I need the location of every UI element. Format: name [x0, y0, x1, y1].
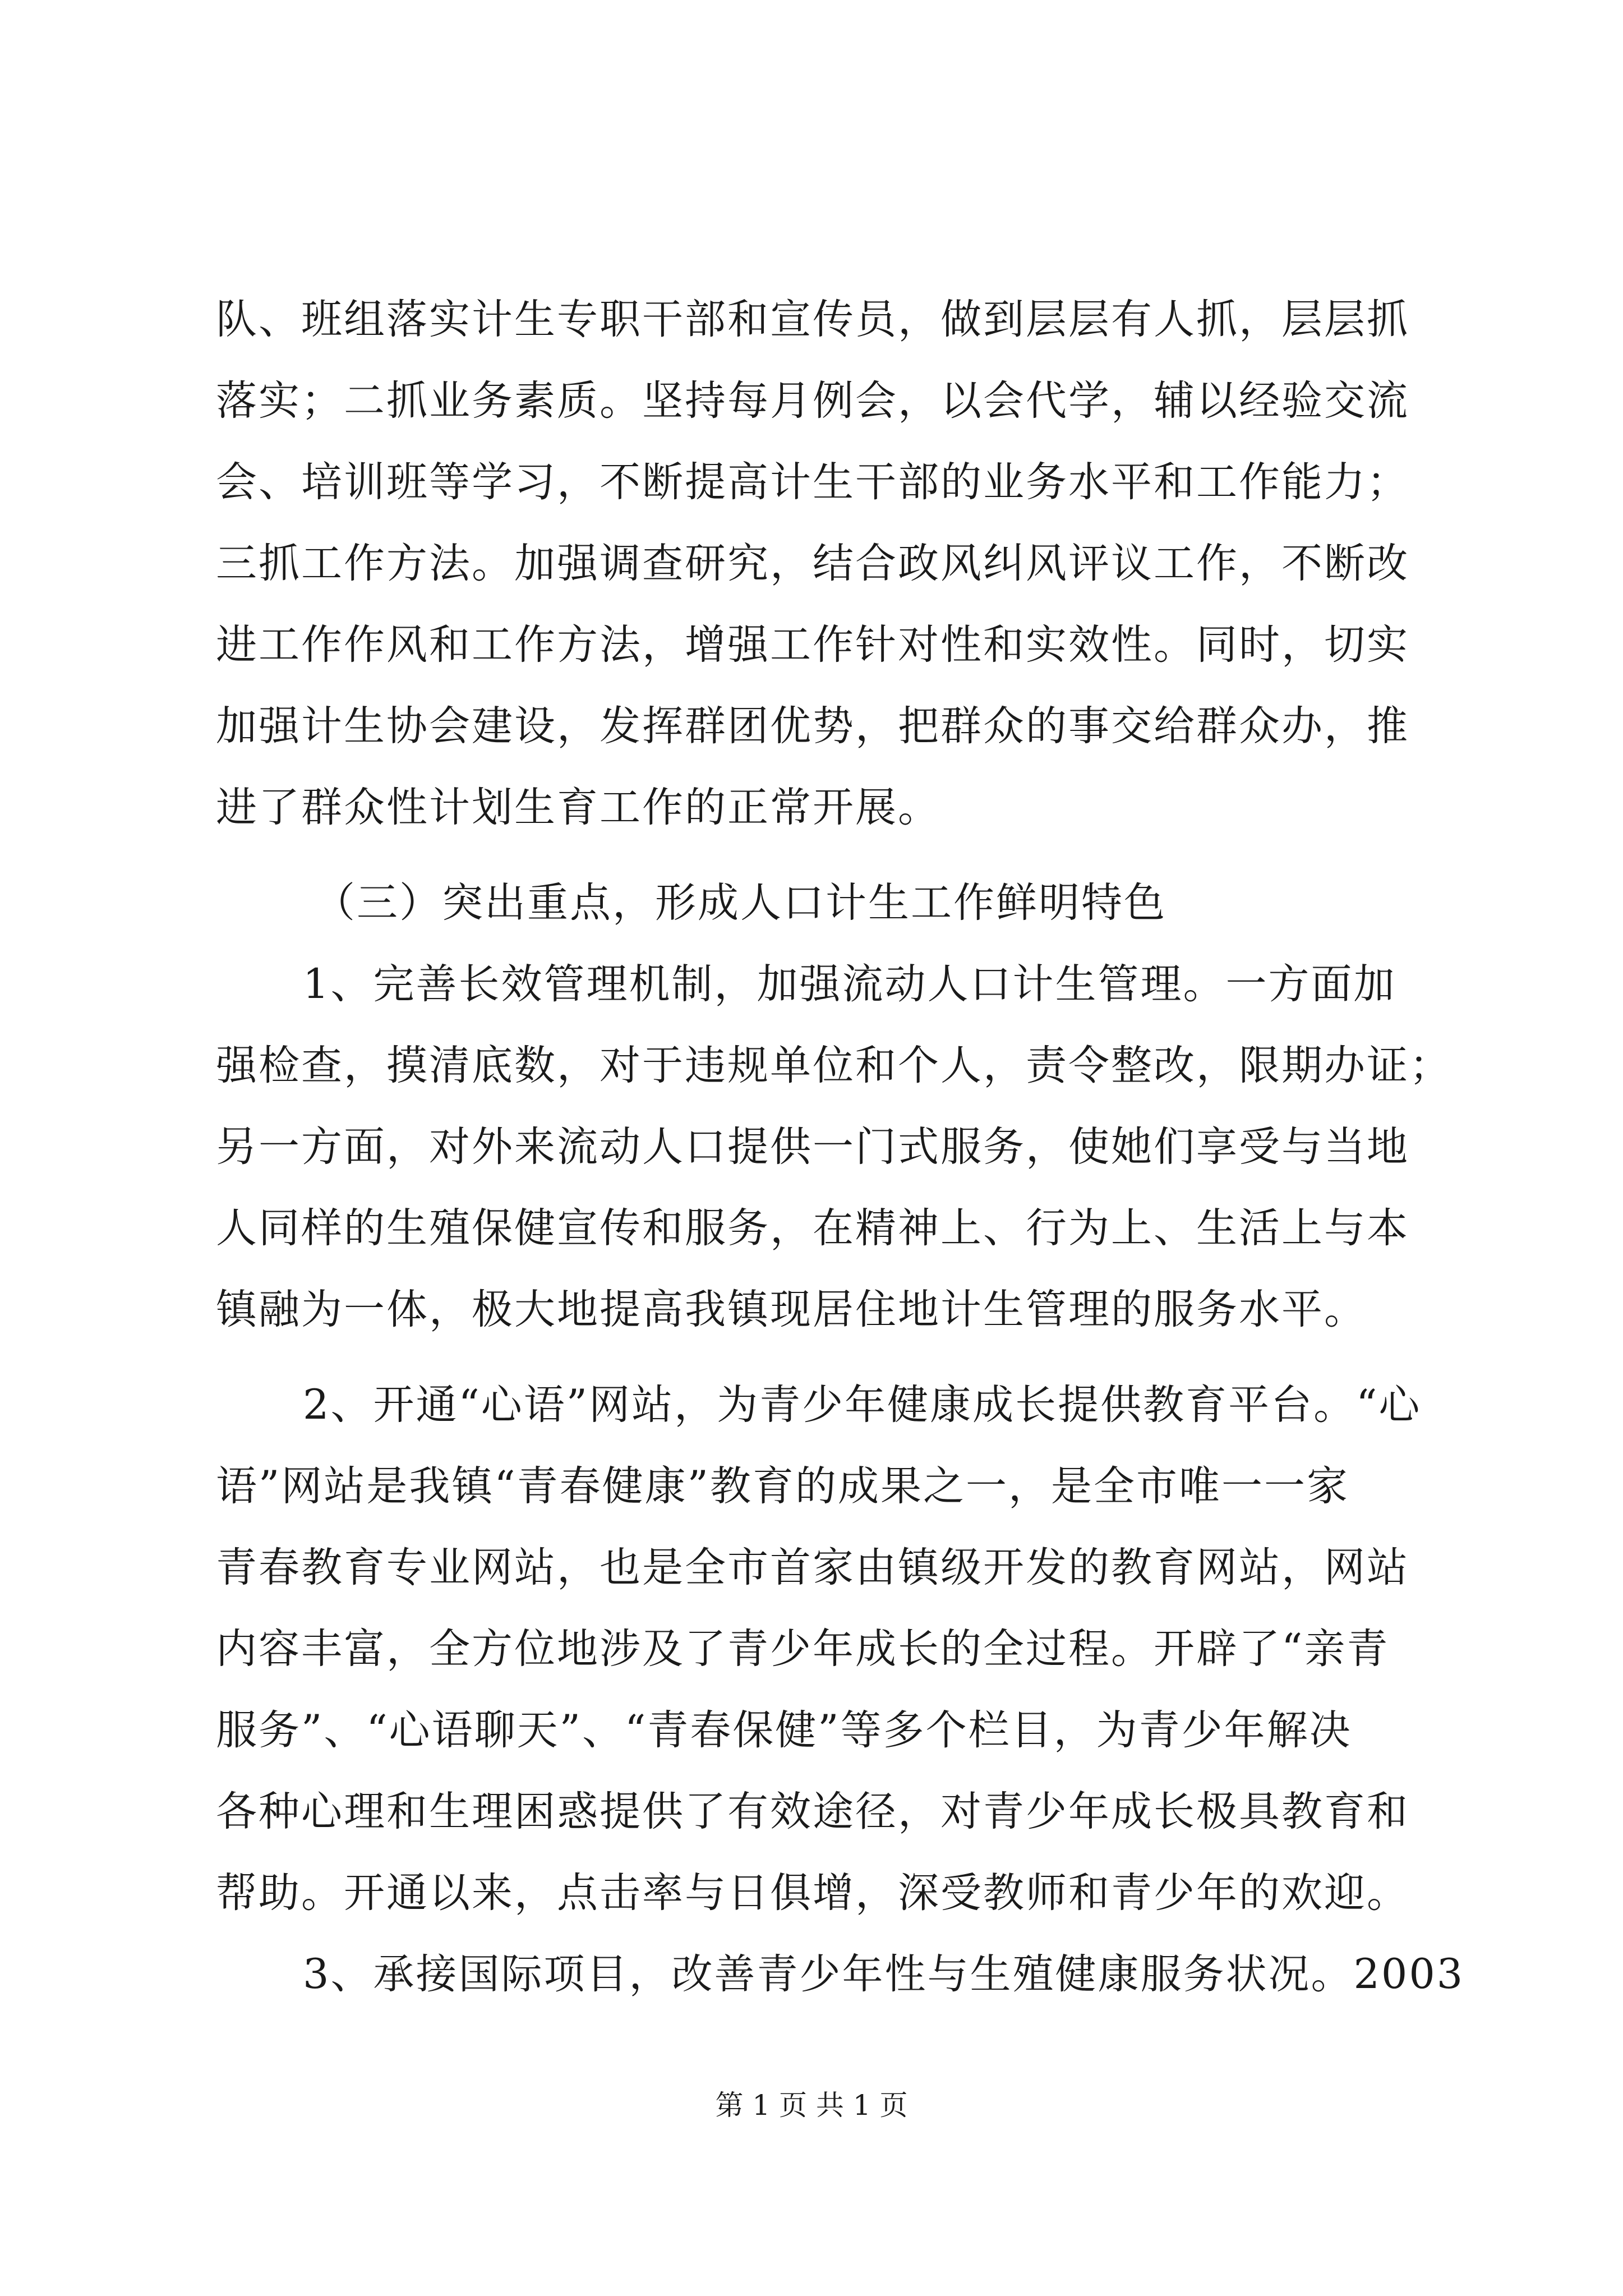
body-text-line: 另一方面，对外来流动人口提供一门式服务，使她们享受与当地 [216, 1123, 1409, 1171]
body-text-line: 各种心理和生理困惑提供了有效途径，对青少年成长极具教育和 [216, 1788, 1409, 1835]
paragraph-first-line: 2、开通“心语”网站，为青少年健康成长提供教育平台。“心 [303, 1381, 1422, 1429]
body-text-line: 帮助。开通以来，点击率与日俱增，深受教师和青少年的欢迎。 [216, 1869, 1409, 1917]
body-text-line: 队、班组落实计生专职干部和宣传员，做到层层有人抓，层层抓 [216, 296, 1409, 343]
paragraph-first-line: 3、承接国际项目，改善青少年性与生殖健康服务状况。2003 [303, 1950, 1465, 1998]
body-text-line: 进了群众性计划生育工作的正常开展。 [216, 784, 940, 831]
body-text-line: 进工作作风和工作方法，增强工作针对性和实效性。同时，切实 [216, 621, 1409, 669]
body-text-line: 镇融为一体，极大地提高我镇现居住地计生管理的服务水平。 [216, 1286, 1367, 1333]
body-text-line: 加强计生协会建设，发挥群团优势，把群众的事交给群众办，推 [216, 702, 1409, 750]
body-text-line: 人同样的生殖保健宣传和服务，在精神上、行为上、生活上与本 [216, 1204, 1409, 1252]
page-footer: 第 1 页 共 1 页 [715, 2089, 908, 2122]
body-text-line: 内容丰富，全方位地涉及了青少年成长的全过程。开辟了“亲青 [216, 1625, 1390, 1673]
section-heading: （三）突出重点，形成人口计生工作鲜明特色 [314, 879, 1166, 927]
body-text-line: 强检查，摸清底数，对于违规单位和个人，责令整改，限期办证； [216, 1042, 1452, 1089]
body-text-line: 服务”、“心语聊天”、“青春保健”等多个栏目，为青少年解决 [216, 1706, 1352, 1754]
body-text-line: 语”网站是我镇“青春健康”教育的成果之一，是全市唯一一家 [216, 1462, 1349, 1510]
body-text-line: 青春教育专业网站，也是全市首家由镇级开发的教育网站，网站 [216, 1544, 1409, 1591]
paragraph-first-line: 1、完善长效管理机制，加强流动人口计生管理。一方面加 [303, 960, 1396, 1008]
body-text-line: 落实；二抓业务素质。坚持每月例会，以会代学，辅以经验交流 [216, 377, 1409, 425]
body-text-line: 会、培训班等学习，不断提高计生干部的业务水平和工作能力； [216, 458, 1409, 506]
body-text-line: 三抓工作方法。加强调查研究，结合政风纠风评议工作，不断改 [216, 540, 1409, 587]
